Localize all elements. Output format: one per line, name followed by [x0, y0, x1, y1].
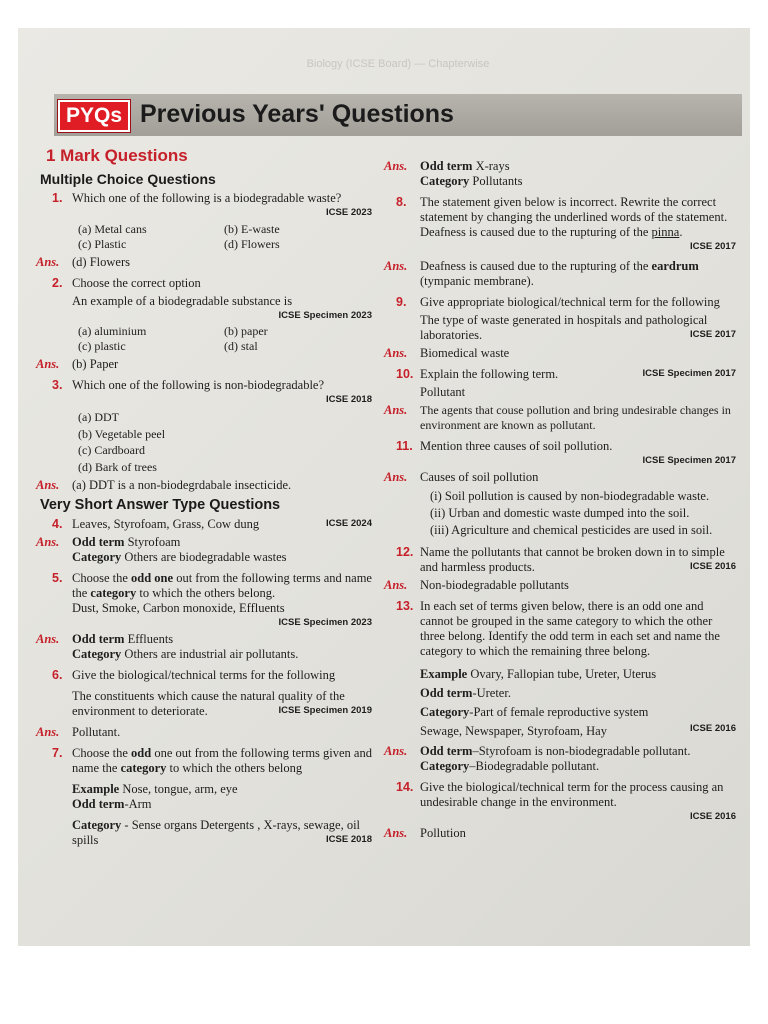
options-1	[36, 222, 372, 252]
question-text: The statement given below is incorrect. Rewrite the correct statement by changing the underlined words of the statement.	[420, 195, 728, 224]
question-9	[384, 295, 736, 310]
answer-text: Pollution	[420, 826, 466, 840]
option-c: (c) plastic	[78, 339, 126, 353]
question-term: Pollutant	[420, 385, 466, 399]
question-number: 13.	[396, 599, 414, 613]
option-b: (b) Vegetable peel	[78, 426, 166, 441]
answer-text: (a) DDT is a non-biodegrdabale insecticide.	[72, 478, 292, 492]
option-d: (d) Flowers	[224, 237, 280, 251]
answer-label: Ans.	[384, 346, 408, 360]
answer-label: Ans.	[384, 744, 408, 758]
odd-term-value: Effluents	[124, 632, 174, 646]
source-tag: ICSE 2017	[690, 241, 736, 252]
question-9-sub	[384, 313, 736, 343]
category-label: Category	[72, 647, 122, 661]
category-value: - Sense organs Detergents , X-rays, sewage, oil spills	[72, 818, 361, 847]
answer-text: Non-biodegradable pollutants	[420, 578, 569, 592]
answer-6	[36, 725, 372, 740]
answer-10	[384, 403, 736, 433]
question-text-c: one out from the following terms given and name the	[72, 746, 372, 775]
example-label: Example	[420, 667, 468, 681]
answer-text: (d) Flowers	[72, 255, 130, 269]
question-text-category: category	[90, 586, 137, 600]
question-number: 5.	[52, 571, 63, 585]
question-text: Give the biological/technical terms for the following	[72, 668, 336, 682]
question-text: Which one of the following is a biodegradable waste?	[72, 191, 342, 205]
source-tag: ICSE 2016	[690, 561, 736, 572]
source-tag: ICSE 2017	[690, 329, 736, 340]
subsection-mcq-heading: Multiple Choice Questions	[40, 171, 216, 187]
pyqs-badge: PYQs	[58, 100, 130, 132]
question-text-odd: odd one	[131, 571, 174, 585]
left-column	[36, 146, 372, 850]
question-6-sub	[36, 689, 372, 719]
statement-a: Deafness is caused due to the rupturing of the	[420, 225, 652, 239]
question-10	[384, 367, 736, 382]
question-number: 12.	[396, 545, 414, 559]
answer-label: Ans.	[36, 725, 60, 739]
section-heading: 1 Mark Questions	[46, 146, 188, 165]
odd-term-label: Odd term	[72, 797, 125, 811]
category-label: Category	[420, 705, 470, 719]
question-subtext: The type of waste generated in hospitals and pathological laboratories.	[420, 313, 708, 342]
category-label: Category	[420, 174, 470, 188]
answer-label: Ans.	[36, 255, 60, 269]
answer-9	[384, 346, 736, 361]
question-text-e: to which the others belong	[166, 761, 303, 775]
source-tag: ICSE Specimen 2017	[642, 368, 736, 379]
odd-term-value: -Ureter.	[472, 686, 511, 700]
question-text: Mention three causes of soil pollution.	[420, 439, 613, 453]
odd-term-label: Odd term	[420, 744, 473, 758]
answer-text: (b) Paper	[72, 357, 119, 371]
question-14	[384, 780, 736, 823]
category-value: Others are industrial air pollutants.	[121, 647, 299, 661]
odd-term-label: Odd term	[72, 632, 125, 646]
question-number: 8.	[396, 195, 407, 209]
right-column	[384, 156, 736, 844]
question-12	[384, 545, 736, 575]
source-tag: ICSE Specimen 2017	[642, 455, 736, 466]
question-4	[36, 517, 372, 532]
question-7-category	[36, 818, 372, 848]
option-a: (a) aluminium	[78, 324, 147, 338]
category-value: Others are biodegradable wastes	[121, 550, 287, 564]
question-8	[384, 195, 736, 253]
question-number: 1.	[52, 191, 63, 205]
answer-text-c: (tympanic membrane).	[420, 274, 534, 288]
question-text: Leaves, Styrofoam, Grass, Cow dung	[72, 517, 260, 531]
question-11	[384, 439, 736, 467]
source-tag: ICSE 2016	[690, 723, 736, 734]
question-text-e: to which the others belong.	[136, 586, 276, 600]
source-tag: ICSE Specimen 2023	[278, 310, 372, 321]
answer-label: Ans.	[36, 357, 60, 371]
question-set: Sewage, Newspaper, Styrofoam, Hay	[420, 724, 607, 738]
odd-term-value: -Arm	[124, 797, 152, 811]
statement-underlined: pinna	[651, 225, 680, 239]
answer-5	[36, 632, 372, 662]
source-tag: ICSE Specimen 2023	[278, 617, 372, 628]
category-value: -Part of female reproductive system	[469, 705, 649, 719]
question-3	[36, 378, 372, 406]
answer-1	[36, 255, 372, 270]
example-value: Ovary, Fallopian tube, Ureter, Uterus	[467, 667, 657, 681]
question-text-odd: odd	[131, 746, 152, 760]
answer-2	[36, 357, 372, 372]
question-text-c: out from the following terms and name the	[72, 571, 372, 600]
question-13	[384, 599, 736, 659]
option-b: (b) paper	[224, 324, 268, 338]
question-5	[36, 571, 372, 629]
option-a: (a) DDT	[78, 410, 119, 424]
category-label: Category	[72, 818, 122, 832]
odd-term-value: Styrofoam	[124, 535, 181, 549]
option-d: (d) stal	[224, 339, 258, 353]
answer-14	[384, 826, 736, 841]
question-number: 9.	[396, 295, 407, 309]
answer-label: Ans.	[384, 159, 408, 173]
question-7	[36, 746, 372, 776]
answer-3	[36, 478, 372, 493]
question-2	[36, 276, 372, 291]
answer-label: Ans.	[36, 632, 60, 646]
question-number: 2.	[52, 276, 63, 290]
source-tag: ICSE 2018	[326, 834, 372, 845]
answer-point-iii: (iii) Agriculture and chemical pesticides are used in soil.	[430, 523, 713, 537]
answer-text: Biomedical waste	[420, 346, 510, 360]
answer-label: Ans.	[36, 535, 60, 549]
answer-point-ii: (ii) Urban and domestic waste dumped into the soil.	[430, 506, 690, 520]
odd-term-label: Odd term	[420, 686, 473, 700]
answer-label: Ans.	[384, 578, 408, 592]
source-tag: ICSE Specimen 2019	[278, 705, 372, 716]
answer-text: Causes of soil pollution	[420, 470, 539, 484]
question-number: 10.	[396, 367, 414, 381]
source-tag: ICSE 2024	[326, 518, 372, 529]
question-text-a: Choose the	[72, 571, 132, 585]
answer-11	[384, 470, 736, 485]
odd-term-value: –Styrofoam is non-biodegradable pollutant.	[472, 744, 691, 758]
answer-text: The agents that couse pollution and bring undesirable changes in environment are known as pollutant.	[420, 403, 731, 432]
answer-label: Ans.	[384, 826, 408, 840]
options-2	[36, 324, 372, 354]
answer-label: Ans.	[384, 259, 408, 273]
question-6	[36, 668, 372, 683]
source-tag: ICSE 2023	[326, 207, 372, 218]
question-text: Choose the correct option	[72, 276, 201, 290]
question-text: Name the pollutants that cannot be broken down in to simple and harmless products.	[420, 545, 725, 574]
answer-4	[36, 535, 372, 565]
question-subtext: An example of a biodegradable substance is	[72, 294, 293, 308]
question-number: 3.	[52, 378, 63, 392]
statement-b: .	[679, 225, 683, 239]
answer-label: Ans.	[384, 470, 408, 484]
option-c: (c) Plastic	[78, 237, 127, 251]
question-1	[36, 191, 372, 219]
category-label: Category	[72, 550, 122, 564]
book-page	[18, 28, 750, 946]
question-10-term	[384, 385, 736, 400]
answer-12	[384, 578, 736, 593]
section-banner	[54, 94, 742, 136]
odd-term-label: Odd term	[420, 159, 473, 173]
question-number: 11.	[396, 439, 413, 453]
question-number: 4.	[52, 517, 63, 531]
example-label: Example	[72, 782, 120, 796]
odd-term-label: Odd term	[72, 535, 125, 549]
question-number: 14.	[396, 780, 414, 794]
answer-11-points	[384, 488, 736, 539]
answer-7	[384, 159, 736, 189]
question-text: Give appropriate biological/technical term for the following	[420, 295, 720, 309]
question-number: 6.	[52, 668, 63, 682]
option-b: (b) E-waste	[224, 222, 280, 236]
question-text-category: category	[120, 761, 167, 775]
answer-13	[384, 744, 736, 774]
option-a: (a) Metal cans	[78, 222, 147, 236]
options-3	[36, 409, 372, 475]
source-tag: ICSE 2016	[690, 811, 736, 822]
question-subtext: The constituents which cause the natural quality of the environment to deteriorate.	[72, 689, 345, 718]
bleed-through-header: Biology (ICSE Board) — Chapterwise	[306, 58, 490, 70]
subsection-vsa-heading: Very Short Answer Type Questions	[40, 497, 281, 513]
question-2-sub	[36, 294, 372, 322]
example-value: Nose, tongue, arm, eye	[119, 782, 238, 796]
option-c: (c) Cardboard	[78, 443, 145, 457]
question-7-example	[36, 782, 372, 812]
question-13-example	[384, 665, 736, 741]
category-value: Pollutants	[469, 174, 523, 188]
question-text-a: Choose the	[72, 746, 132, 760]
answer-text: Pollutant.	[72, 725, 121, 739]
question-text: Give the biological/technical term for the process causing an undesirable change in the environment.	[420, 780, 724, 809]
question-text: In each set of terms given below, there is an odd one and cannot be grouped in the same category to which the other three belong. Identify the odd term in each set and name the category to which the remaining three belong.	[420, 599, 720, 658]
answer-point-i: (i) Soil pollution is caused by non-biodegradable waste.	[430, 489, 710, 503]
category-label: Category	[420, 759, 470, 773]
odd-term-value: X-rays	[472, 159, 510, 173]
banner-title: Previous Years' Questions	[140, 100, 454, 128]
answer-label: Ans.	[384, 403, 408, 417]
question-text: Which one of the following is non-biodegradable?	[72, 378, 325, 392]
question-text: Explain the following term.	[420, 367, 559, 381]
answer-8	[384, 259, 736, 289]
answer-text-bold: eardrum	[651, 259, 699, 273]
question-terms: Dust, Smoke, Carbon monoxide, Effluents	[72, 601, 285, 615]
answer-text-a: Deafness is caused due to the rupturing of the	[420, 259, 652, 273]
category-value: –Biodegradable pollutant.	[469, 759, 600, 773]
source-tag: ICSE 2018	[326, 394, 372, 405]
question-number: 7.	[52, 746, 63, 760]
answer-label: Ans.	[36, 478, 60, 492]
option-d: (d) Bark of trees	[78, 459, 157, 474]
